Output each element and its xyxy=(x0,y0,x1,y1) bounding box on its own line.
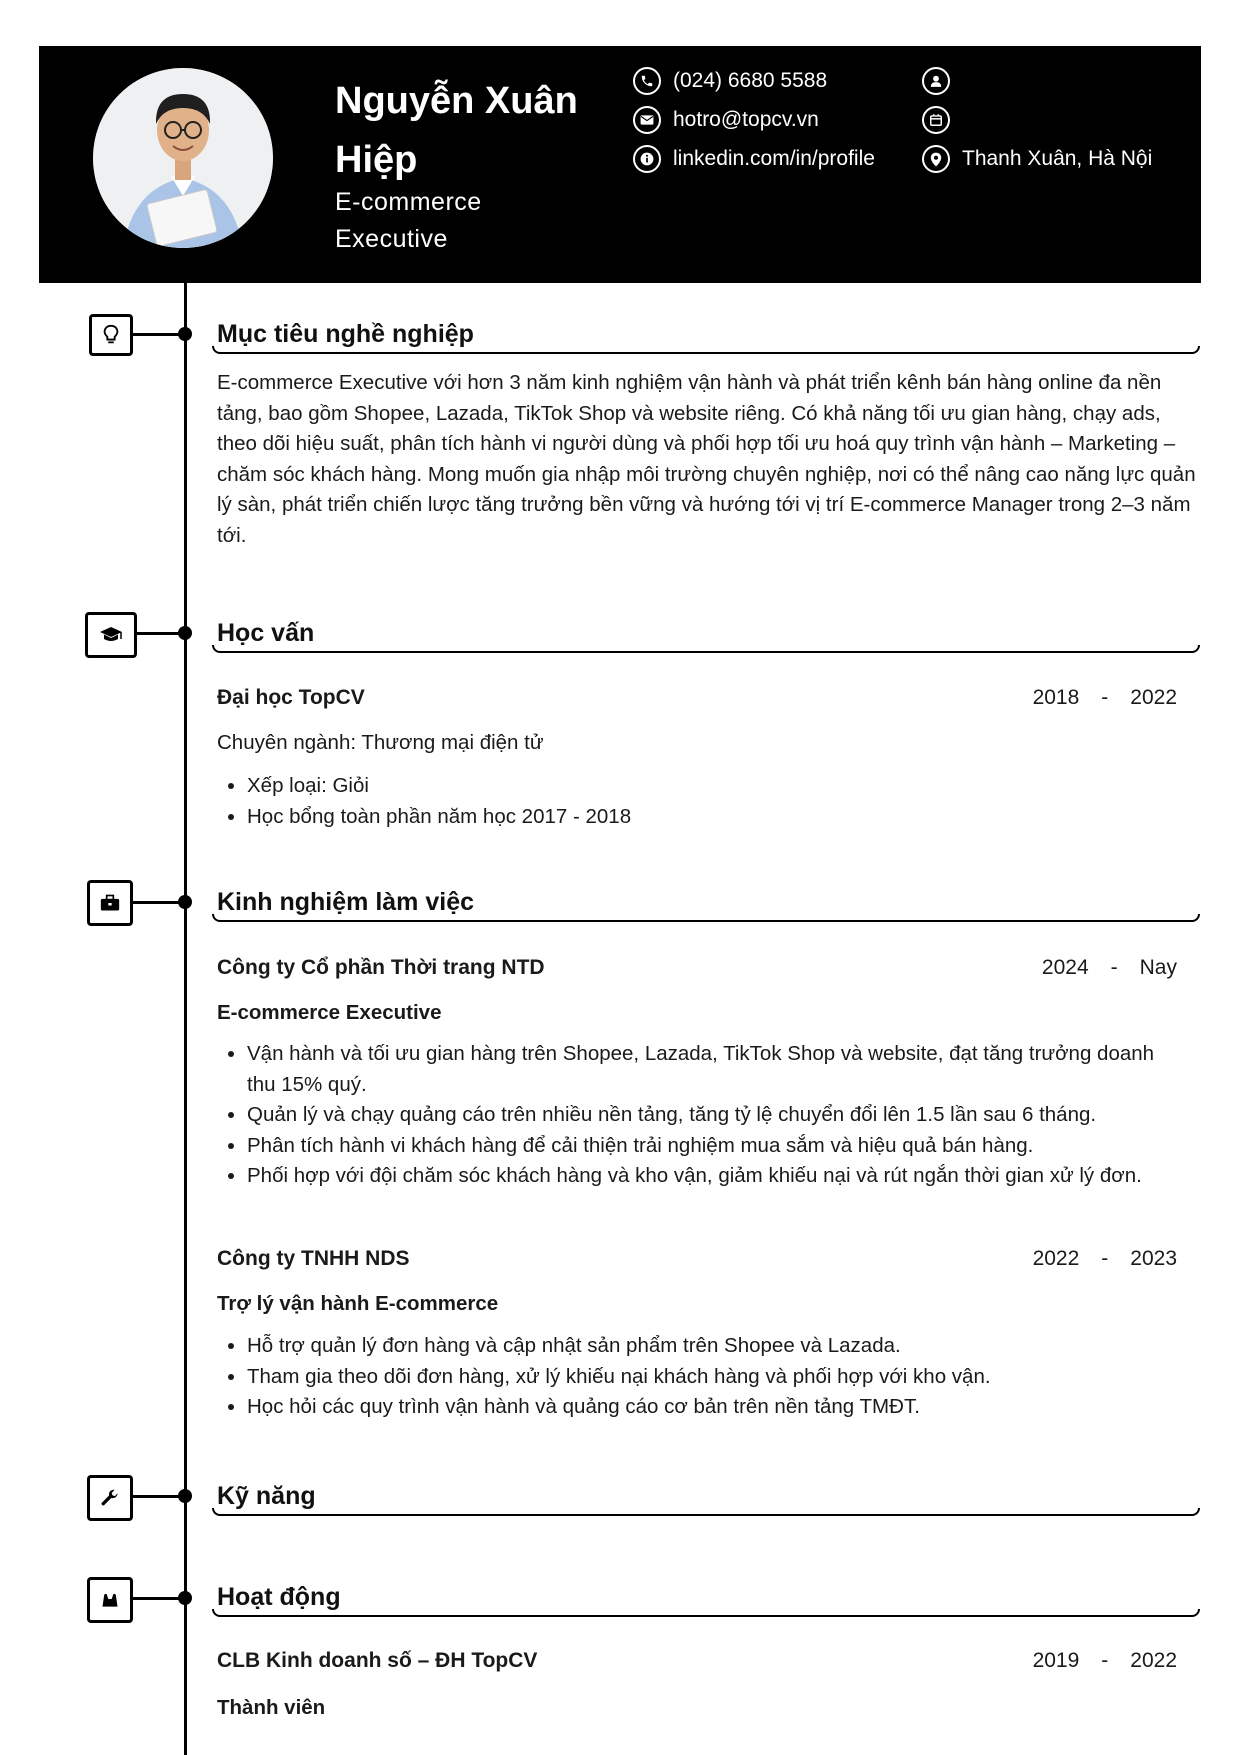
list-item: • Học bổng toàn phần năm học 2017 - 2018 xyxy=(247,802,1207,833)
date-start: 2024 xyxy=(1041,956,1089,979)
list-item: • Quản lý và chạy quảng cáo trên nhiều nền tảng, tăng tỷ lệ chuyển đổi lên 1.5 lần sau 6 tháng. xyxy=(247,1100,1187,1131)
company-name: Công ty TNHH NDS xyxy=(217,1247,410,1270)
contact-phone xyxy=(633,65,898,97)
timeline-dot xyxy=(178,1591,192,1605)
job-row xyxy=(217,953,1177,983)
activity-role: Thành viên xyxy=(217,1696,326,1719)
avatar xyxy=(93,68,273,248)
date-end: 2022 xyxy=(1130,686,1177,709)
activity-dates xyxy=(1033,1646,1177,1676)
section-divider xyxy=(212,1508,1200,1516)
contact-linkedin xyxy=(633,143,898,175)
date-end: 2022 xyxy=(1130,1649,1177,1672)
date-end: Nay xyxy=(1139,956,1177,979)
section-title-activities: Hoạt động xyxy=(217,1583,341,1611)
date-end: 2023 xyxy=(1130,1247,1177,1270)
date-separator: - xyxy=(1101,686,1109,709)
calendar-icon xyxy=(922,106,950,134)
section-title-education: Học vấn xyxy=(217,619,315,647)
timeline-dot xyxy=(178,895,192,909)
binoculars-icon xyxy=(87,1577,133,1623)
list-item: • Phân tích hành vi khách hàng để cải thiện trải nghiệm mua sắm và hiệu quả bán hàng. xyxy=(247,1131,1187,1162)
briefcase-icon xyxy=(87,880,133,926)
contact-email xyxy=(633,104,898,136)
education-bullets xyxy=(226,771,1207,832)
job-dates xyxy=(1042,953,1177,983)
candidate-position: E-commerce Executive xyxy=(335,188,482,253)
cv-header xyxy=(39,46,1201,283)
date-start: 2018 xyxy=(1032,686,1080,709)
list-item: • Xếp loại: Giỏi xyxy=(247,771,1207,802)
section-divider xyxy=(212,346,1200,354)
lightbulb-icon xyxy=(89,314,133,356)
education-row xyxy=(217,683,1177,713)
address-text: Thanh Xuân, Hà Nội xyxy=(962,147,1153,170)
list-item: • Học hỏi các quy trình vận hành và quảng cáo cơ bản trên nền tảng TMĐT. xyxy=(247,1392,1207,1423)
list-item: • Phối hợp với đội chăm sóc khách hàng và kho vận, giảm khiếu nại và rút ngắn thời gian xử lý đơn. xyxy=(247,1161,1187,1192)
user-icon xyxy=(922,67,950,95)
list-item: • Hỗ trợ quản lý đơn hàng và cập nhật sản phẩm trên Shopee và Lazada. xyxy=(247,1331,1207,1362)
job-bullets xyxy=(226,1039,1187,1192)
location-icon xyxy=(922,145,950,173)
timeline-dot xyxy=(178,327,192,341)
list-item: • Tham gia theo dõi đơn hàng, xử lý khiếu nại khách hàng và phối hợp với kho vận. xyxy=(247,1362,1207,1393)
timeline-dot xyxy=(178,626,192,640)
mail-icon xyxy=(633,106,661,134)
education-dates xyxy=(1033,683,1177,713)
contact-birthday xyxy=(922,104,1187,134)
graduation-cap-icon xyxy=(85,612,137,658)
job-dates xyxy=(1033,1244,1177,1274)
date-start: 2022 xyxy=(1032,1247,1080,1270)
avatar-photo xyxy=(93,68,273,248)
objective-text: E-commerce Executive với hơn 3 năm kinh nghiệm vận hành và phát triển kênh bán hàng online đa nền tảng, bao gồm Shopee, Lazada, TikTok Shop và website riêng. Có khả năng tối ưu gian hàng, chạy ads, theo dõi hiệu suất, phân tích hành vi người dùng và phối hợp tối ưu hoá quy trình vận hành – Marketing – chăm sóc khách hàng. Mong muốn gia nhập môi trường chuyên nghiệp, nơi có thể nâng cao năng lực quản lý sàn, phát triển chiến lược tăng trưởng bền vững và hướng tới vị trí E-commerce Manager trong 2–3 năm tới. xyxy=(217,371,1196,547)
linkedin-icon xyxy=(633,145,661,173)
date-start: 2019 xyxy=(1032,1649,1080,1672)
job-role: E-commerce Executive xyxy=(217,1001,442,1024)
section-divider xyxy=(212,645,1200,653)
section-title-skills: Kỹ năng xyxy=(217,1482,316,1510)
section-title-objective: Mục tiêu nghề nghiệp xyxy=(217,320,474,348)
job-role: Trợ lý vận hành E-commerce xyxy=(217,1292,499,1315)
company-name: Công ty Cổ phần Thời trang NTD xyxy=(217,956,545,979)
wrench-icon xyxy=(87,1475,133,1521)
email-text: hotro@topcv.vn xyxy=(673,108,819,131)
phone-text: (024) 6680 5588 xyxy=(673,69,828,92)
job-row xyxy=(217,1244,1177,1274)
list-item: • Vận hành và tối ưu gian hàng trên Shopee, Lazada, TikTok Shop và website, đạt tăng trưởng doanh thu 15% quý. xyxy=(247,1039,1187,1100)
section-title-experience: Kinh nghiệm làm việc xyxy=(217,888,475,916)
candidate-name: Nguyễn Xuân Hiệp xyxy=(335,80,578,181)
education-major: Chuyên ngành: Thương mại điện tử xyxy=(217,731,544,754)
timeline-line xyxy=(184,283,187,1755)
section-divider xyxy=(212,1609,1200,1617)
contact-address xyxy=(922,143,1187,175)
school-name: Đại học TopCV xyxy=(217,686,365,709)
activity-org: CLB Kinh doanh số – ĐH TopCV xyxy=(217,1649,538,1672)
job-bullets xyxy=(226,1331,1207,1423)
date-separator: - xyxy=(1101,1247,1109,1270)
activity-row xyxy=(217,1646,1177,1676)
section-divider xyxy=(212,914,1200,922)
linkedin-text: linkedin.com/in/profile xyxy=(673,147,875,170)
contact-profile xyxy=(922,65,1187,95)
date-separator: - xyxy=(1110,956,1118,979)
date-separator: - xyxy=(1101,1649,1109,1672)
phone-icon xyxy=(633,67,661,95)
timeline-dot xyxy=(178,1489,192,1503)
